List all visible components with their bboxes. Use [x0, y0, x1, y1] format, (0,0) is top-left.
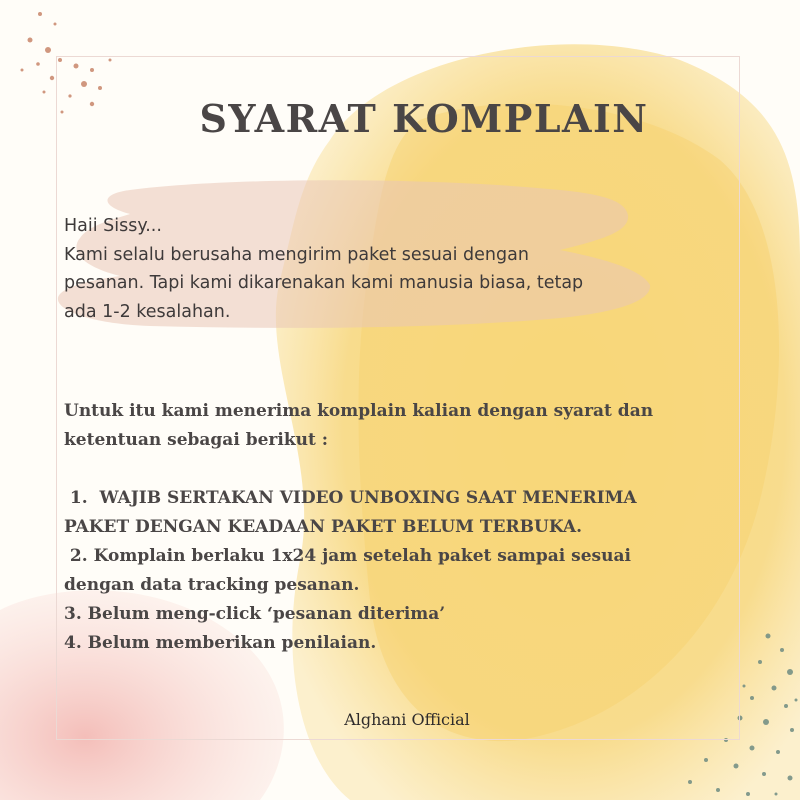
rule-line: 2. Komplain berlaku 1x24 jam setelah paket sampai sesuai	[64, 546, 631, 566]
rule-line: dengan data tracking pesanan.	[64, 575, 360, 595]
intro-line: ada 1-2 kesalahan.	[64, 301, 231, 322]
rule-line: 1. WAJIB SERTAKAN VIDEO UNBOXING SAAT MENERIMA	[64, 488, 637, 508]
lead-line: ketentuan sebagai berikut :	[64, 430, 328, 450]
rule-line: PAKET DENGAN KEADAAN PAKET BELUM TERBUKA.	[64, 517, 583, 537]
intro-paragraph	[64, 212, 684, 326]
intro-line: pesanan. Tapi kami dikarenakan kami manusia biasa, tetap	[64, 273, 584, 293]
terms-section	[64, 397, 754, 658]
intro-line: Haii Sissy...	[64, 216, 162, 236]
page-title: SYARAT KOMPLAIN	[199, 96, 649, 141]
lead-line: Untuk itu kami menerima komplain kalian dengan syarat dan	[64, 401, 654, 421]
intro-line: Kami selalu berusaha mengirim paket sesuai dengan	[64, 244, 529, 265]
rule-line: 3. Belum meng-click ‘pesanan diterima’	[64, 604, 446, 624]
rule-line: 4. Belum memberikan penilaian.	[64, 633, 377, 653]
brand-footer: Alghani Official	[344, 710, 470, 729]
